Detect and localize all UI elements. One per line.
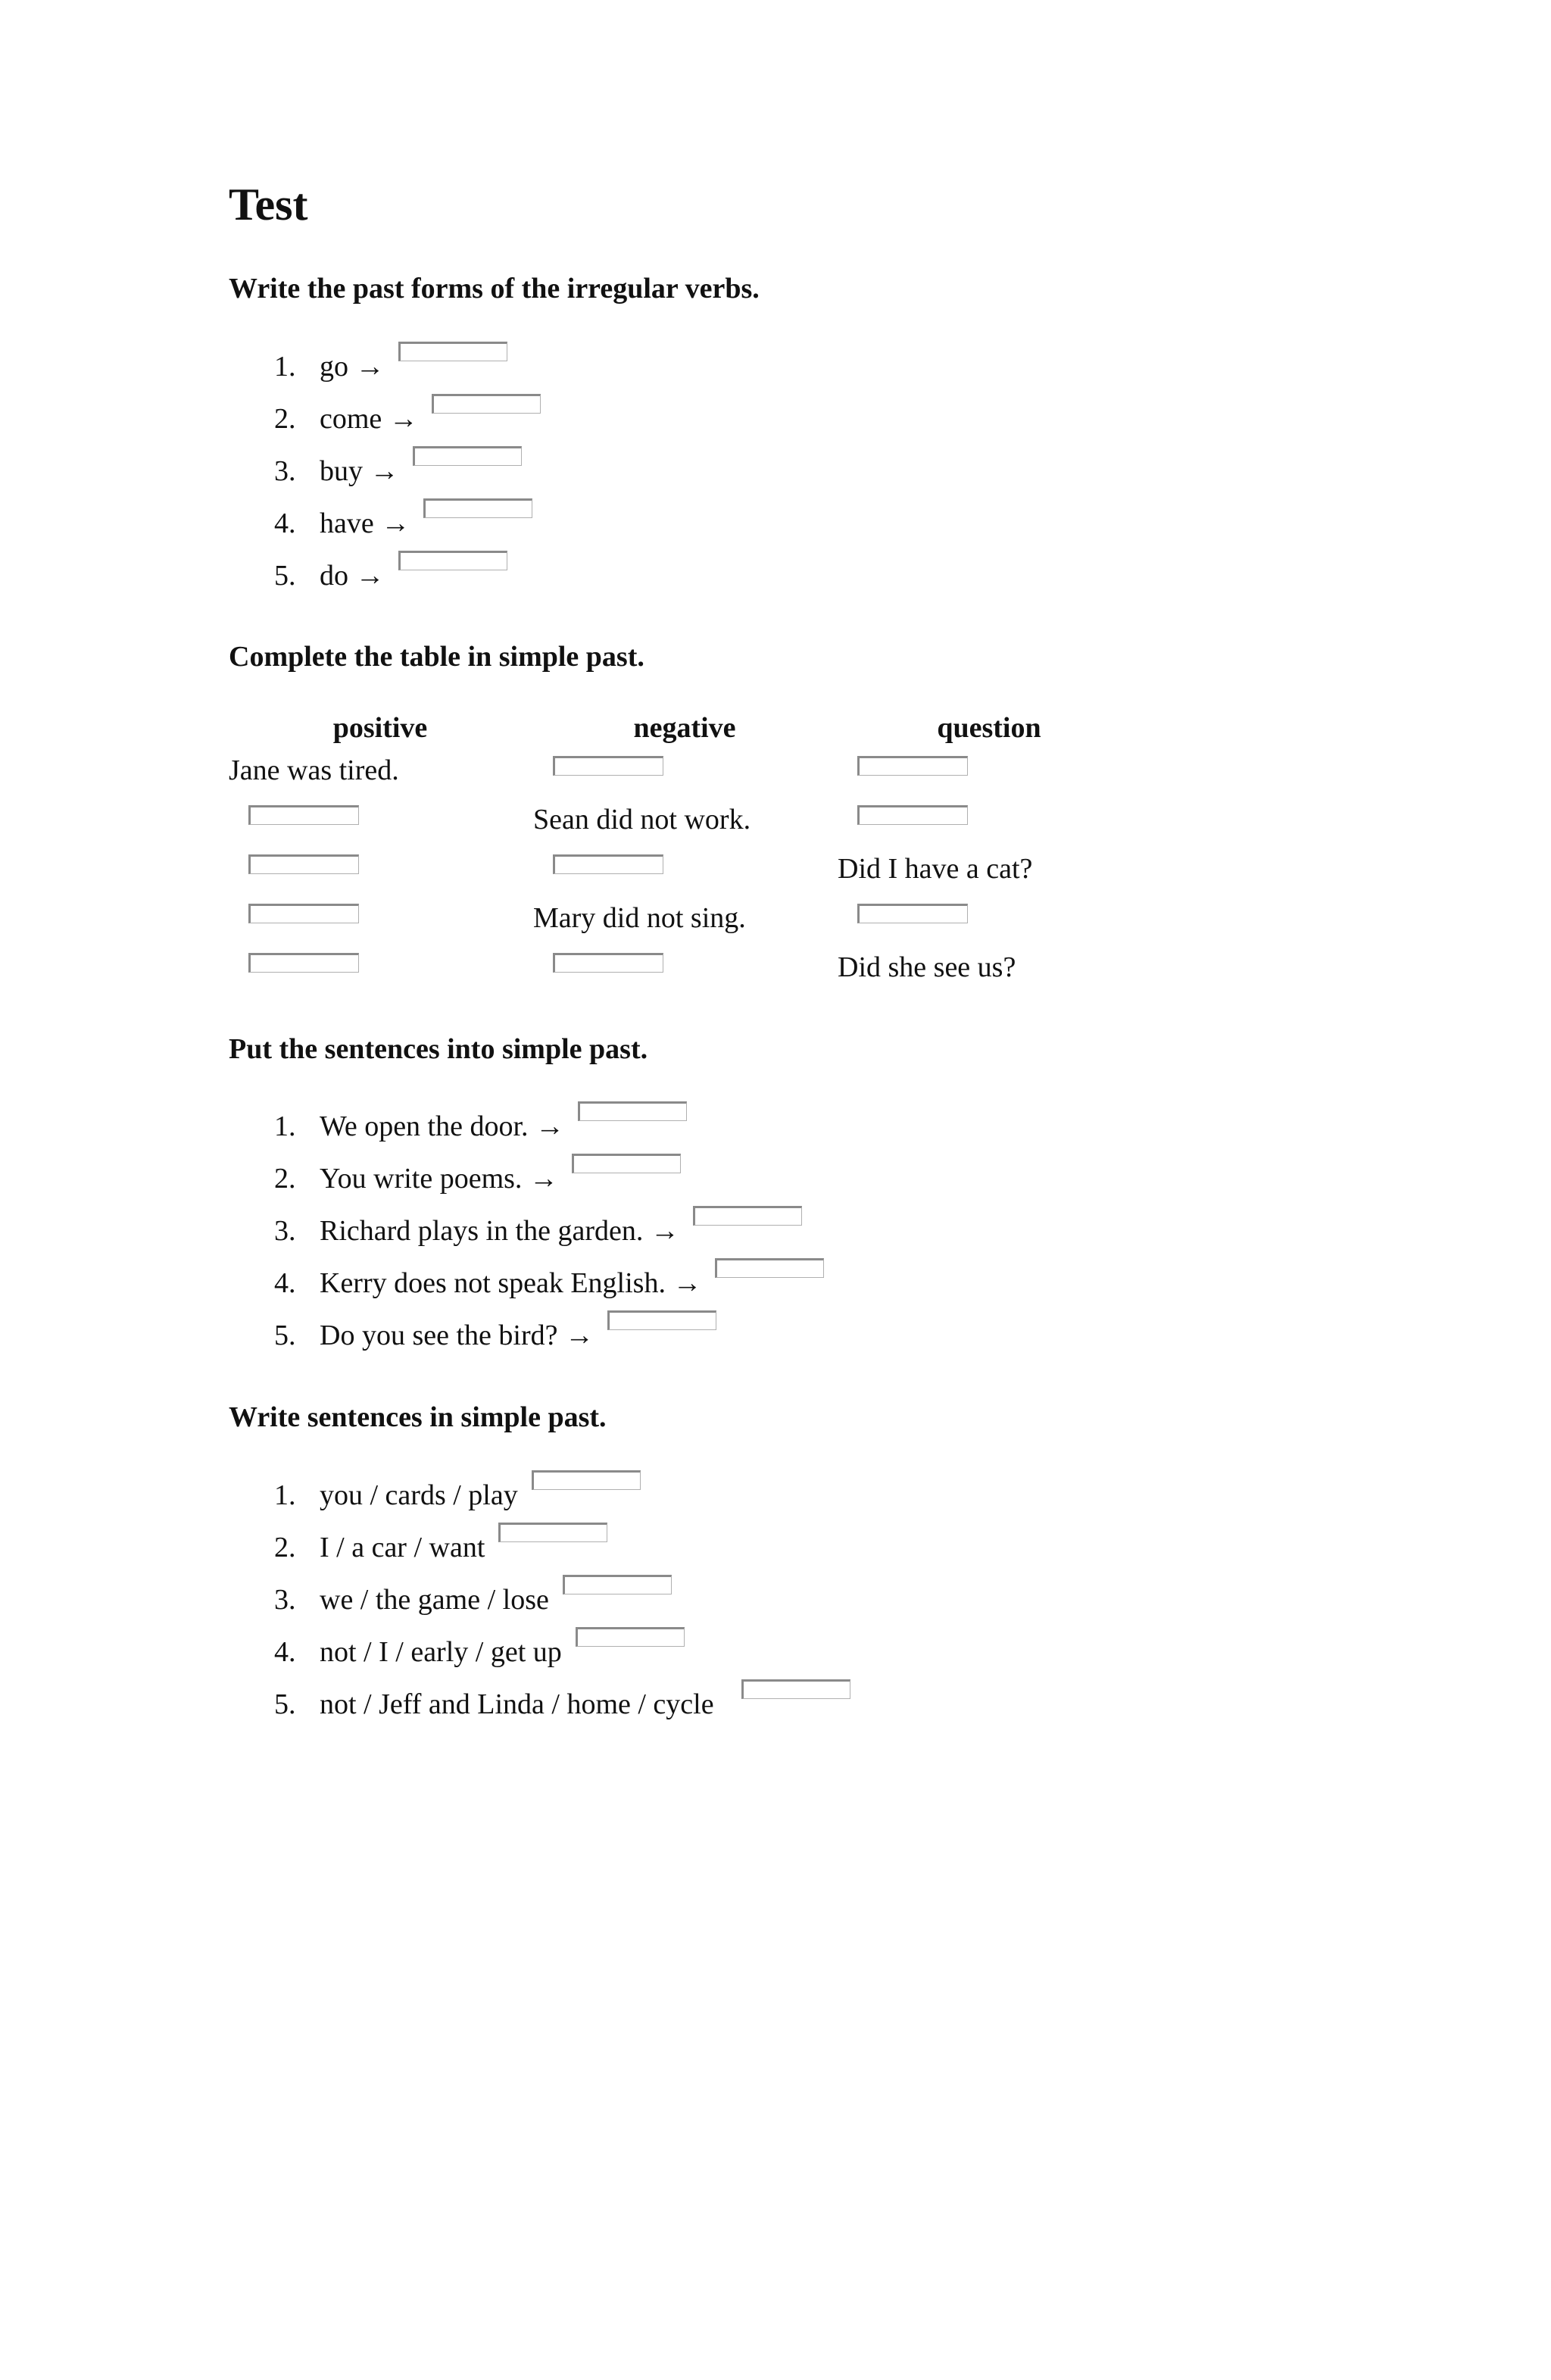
- item-prompt: We open the door. →: [320, 1110, 565, 1142]
- table-row: [229, 756, 1138, 805]
- table-answer-input[interactable]: [248, 854, 359, 874]
- item-number: 5.: [274, 560, 296, 592]
- answer-input[interactable]: [572, 1154, 681, 1173]
- table-row: [229, 953, 1138, 1002]
- column-header-question: question: [937, 712, 1041, 744]
- item-prompt: Kerry does not speak English. →: [320, 1267, 702, 1299]
- table-cell-text: Mary did not sing.: [533, 902, 746, 934]
- item-prompt: buy →: [320, 455, 399, 487]
- item-prompt: have →: [320, 508, 410, 539]
- section3-list: [229, 1112, 824, 1373]
- item-number: 4.: [274, 1636, 296, 1668]
- list-item: [229, 1269, 824, 1321]
- item-number: 3.: [274, 455, 296, 487]
- table-answer-input[interactable]: [553, 953, 663, 973]
- answer-input[interactable]: [498, 1523, 607, 1542]
- item-number: 5.: [274, 1320, 296, 1351]
- section1-list: [229, 352, 541, 614]
- item-number: 2.: [274, 1163, 296, 1195]
- answer-input[interactable]: [715, 1258, 824, 1278]
- table-row: [229, 854, 1138, 904]
- item-prompt: Richard plays in the garden. →: [320, 1215, 679, 1247]
- answer-input[interactable]: [398, 342, 507, 361]
- answer-input[interactable]: [693, 1206, 802, 1226]
- page-title: Test: [229, 180, 308, 230]
- answer-input[interactable]: [532, 1470, 641, 1490]
- item-number: 1.: [274, 1479, 296, 1511]
- item-number: 4.: [274, 508, 296, 539]
- item-prompt: not / Jeff and Linda / home / cycle: [320, 1688, 714, 1720]
- item-number: 4.: [274, 1267, 296, 1299]
- answer-input[interactable]: [607, 1310, 716, 1330]
- table-answer-input[interactable]: [553, 854, 663, 874]
- item-prompt: we / the game / lose: [320, 1584, 549, 1616]
- past-tense-table: [229, 714, 1138, 1002]
- list-item: [229, 1321, 824, 1373]
- table-answer-input[interactable]: [248, 953, 359, 973]
- answer-input[interactable]: [578, 1101, 687, 1121]
- item-number: 1.: [274, 1110, 296, 1142]
- section4-heading: Write sentences in simple past.: [229, 1401, 607, 1433]
- item-prompt: You write poems. →: [320, 1163, 558, 1195]
- table-cell-text: Did she see us?: [838, 951, 1016, 983]
- item-prompt: you / cards / play: [320, 1479, 518, 1511]
- table-answer-input[interactable]: [248, 904, 359, 923]
- table-answer-input[interactable]: [857, 805, 968, 825]
- item-prompt: Do you see the bird? →: [320, 1320, 594, 1351]
- item-number: 2.: [274, 1532, 296, 1563]
- list-item: [229, 1533, 850, 1585]
- item-number: 3.: [274, 1215, 296, 1247]
- table-row: [229, 805, 1138, 854]
- item-prompt: I / a car / want: [320, 1532, 485, 1563]
- item-prompt: not / I / early / get up: [320, 1636, 562, 1668]
- list-item: [229, 1690, 850, 1742]
- table-row: [229, 904, 1138, 953]
- answer-input[interactable]: [432, 394, 541, 414]
- item-number: 2.: [274, 403, 296, 435]
- section4-list: [229, 1481, 850, 1742]
- answer-input[interactable]: [423, 498, 532, 518]
- item-prompt: come →: [320, 403, 418, 435]
- list-item: [229, 1585, 850, 1638]
- column-header-negative: negative: [633, 712, 736, 744]
- section3-heading: Put the sentences into simple past.: [229, 1033, 648, 1065]
- table-answer-input[interactable]: [248, 805, 359, 825]
- answer-input[interactable]: [413, 446, 522, 466]
- answer-input[interactable]: [563, 1575, 672, 1594]
- table-answer-input[interactable]: [857, 756, 968, 776]
- table-header: [229, 714, 1138, 756]
- item-number: 3.: [274, 1584, 296, 1616]
- answer-input[interactable]: [398, 551, 507, 570]
- list-item: [229, 561, 541, 614]
- table-answer-input[interactable]: [857, 904, 968, 923]
- section2-heading: Complete the table in simple past.: [229, 641, 644, 673]
- column-header-positive: positive: [332, 712, 428, 744]
- table-cell-text: Sean did not work.: [533, 804, 751, 835]
- table-body: [229, 756, 1138, 1002]
- table-cell-text: Jane was tired.: [229, 754, 399, 786]
- answer-input[interactable]: [576, 1627, 685, 1647]
- answer-input[interactable]: [741, 1679, 850, 1699]
- item-number: 5.: [274, 1688, 296, 1720]
- section1-heading: Write the past forms of the irregular verbs.: [229, 273, 760, 305]
- item-prompt: do →: [320, 560, 385, 592]
- table-cell-text: Did I have a cat?: [838, 853, 1033, 885]
- item-prompt: go →: [320, 351, 385, 383]
- table-answer-input[interactable]: [553, 756, 663, 776]
- list-item: [229, 1112, 824, 1164]
- item-number: 1.: [274, 351, 296, 383]
